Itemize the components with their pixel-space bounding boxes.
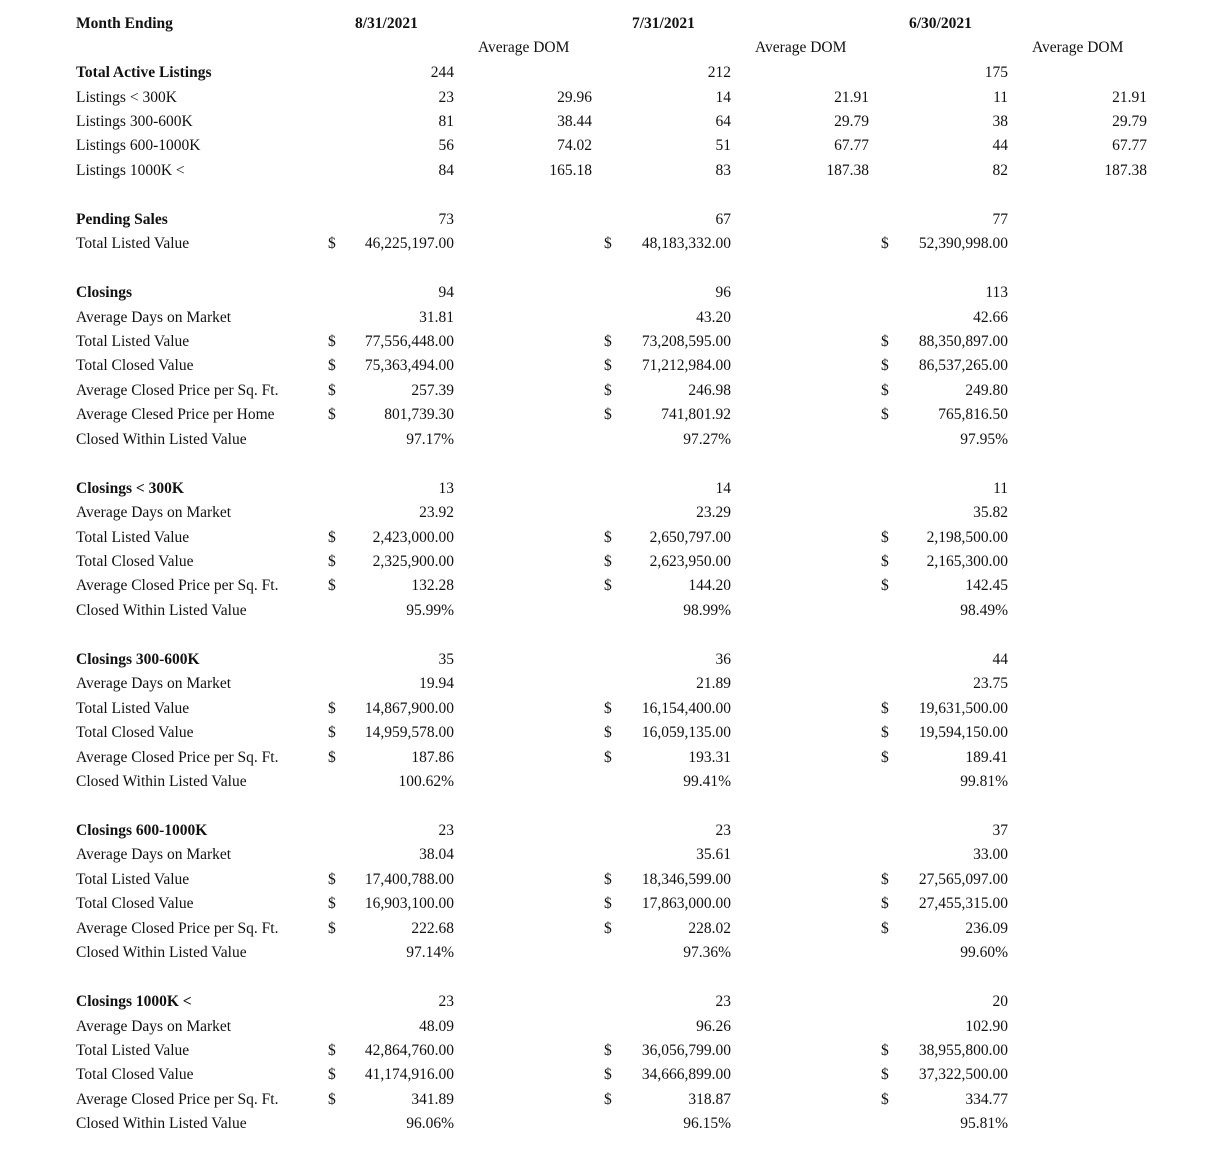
row-label: Total Closed Value xyxy=(76,1066,194,1084)
currency-symbol: $ xyxy=(604,381,612,399)
value-cell: 19,631,500.00 xyxy=(918,699,1008,717)
table-row xyxy=(0,527,1223,549)
row-label: Average Closed Price per Sq. Ft. xyxy=(76,381,279,399)
currency-symbol: $ xyxy=(881,528,889,546)
value-cell: 82 xyxy=(992,161,1008,179)
table-row xyxy=(0,1016,1223,1038)
row-label: Closed Within Listed Value xyxy=(76,773,247,790)
avg-dom-cell: 187.38 xyxy=(1104,161,1147,179)
currency-symbol: $ xyxy=(881,553,889,570)
table-row xyxy=(0,355,1223,377)
table-row xyxy=(0,1089,1223,1111)
value-cell: 38.04 xyxy=(419,846,454,864)
row-label: Total Listed Value xyxy=(76,870,190,888)
avg-dom-cell: 74.02 xyxy=(557,137,592,155)
value-cell: 96 xyxy=(715,284,731,301)
value-cell: 77 xyxy=(992,210,1008,228)
date-col-3: 6/30/2021 xyxy=(909,15,972,32)
currency-symbol: $ xyxy=(328,919,336,937)
row-label: Listings 600-1000K xyxy=(76,137,201,155)
table-row xyxy=(0,307,1223,329)
table-row xyxy=(0,380,1223,402)
section-title: Closings 300-600K xyxy=(76,650,200,668)
avg-dom-cell: 29.96 xyxy=(557,88,592,106)
value-cell: 16,903,100.00 xyxy=(364,895,454,913)
value-cell: 14 xyxy=(715,88,731,106)
table-row xyxy=(0,87,1223,109)
value-cell: 96.06% xyxy=(406,1115,454,1133)
row-label: Total Closed Value xyxy=(76,895,194,913)
value-cell: 36,056,799.00 xyxy=(641,1042,731,1059)
value-cell: 244 xyxy=(430,64,454,81)
currency-symbol: $ xyxy=(328,1066,336,1084)
value-cell: 334.77 xyxy=(965,1090,1008,1108)
currency-symbol: $ xyxy=(328,1090,336,1108)
value-cell: 48,183,332.00 xyxy=(641,235,731,253)
value-cell: 228.02 xyxy=(688,919,731,937)
currency-symbol: $ xyxy=(881,1042,889,1059)
table-row xyxy=(0,429,1223,451)
value-cell: 75,363,494.00 xyxy=(364,357,454,375)
currency-symbol: $ xyxy=(881,895,889,913)
value-cell: 23.92 xyxy=(419,504,454,522)
value-cell: 341.89 xyxy=(411,1090,454,1108)
value-cell: 51 xyxy=(715,137,731,155)
currency-symbol: $ xyxy=(328,406,336,424)
value-cell: 67 xyxy=(715,210,731,228)
currency-symbol: $ xyxy=(328,381,336,399)
table-row xyxy=(0,649,1223,671)
row-label: Total Listed Value xyxy=(76,528,190,546)
value-cell: 35 xyxy=(438,650,454,668)
row-label: Listings 1000K < xyxy=(76,161,185,179)
value-cell: 2,423,000.00 xyxy=(372,528,454,546)
table-row xyxy=(0,478,1223,500)
table-row xyxy=(0,111,1223,133)
value-cell: 88,350,897.00 xyxy=(918,332,1008,350)
avg-dom-cell: 67.77 xyxy=(834,137,869,155)
subheader-row xyxy=(0,37,1223,59)
currency-symbol: $ xyxy=(881,235,889,253)
section-title: Total Active Listings xyxy=(76,64,212,81)
value-cell: 100.62% xyxy=(398,773,454,790)
value-cell: 257.39 xyxy=(411,381,454,399)
value-cell: 2,325,900.00 xyxy=(372,553,454,570)
row-label: Average Days on Market xyxy=(76,308,232,326)
value-cell: 48.09 xyxy=(419,1017,454,1035)
value-cell: 23 xyxy=(715,821,731,839)
row-label: Total Closed Value xyxy=(76,357,194,375)
currency-symbol: $ xyxy=(881,406,889,424)
value-cell: 765,816.50 xyxy=(938,406,1008,424)
table-row xyxy=(0,600,1223,622)
table-row xyxy=(0,575,1223,597)
currency-symbol: $ xyxy=(881,381,889,399)
value-cell: 81 xyxy=(438,112,454,130)
value-cell: 2,165,300.00 xyxy=(926,553,1008,570)
row-label: Total Closed Value xyxy=(76,553,194,570)
table-row xyxy=(0,869,1223,891)
month-ending-label: Month Ending xyxy=(76,15,173,32)
currency-symbol: $ xyxy=(881,357,889,375)
currency-symbol: $ xyxy=(328,357,336,375)
value-cell: 31.81 xyxy=(419,308,454,326)
value-cell: 23 xyxy=(438,993,454,1011)
date-col-2: 7/31/2021 xyxy=(632,15,695,32)
value-cell: 113 xyxy=(985,284,1008,301)
currency-symbol: $ xyxy=(881,699,889,717)
avg-dom-cell: 29.79 xyxy=(834,112,869,130)
value-cell: 44 xyxy=(992,650,1008,668)
currency-symbol: $ xyxy=(604,724,612,742)
value-cell: 318.87 xyxy=(688,1090,731,1108)
row-label: Average Days on Market xyxy=(76,1017,232,1035)
table-row xyxy=(0,282,1223,304)
avg-dom-cell: 21.91 xyxy=(834,88,869,106)
value-cell: 52,390,998.00 xyxy=(918,235,1008,253)
table-row xyxy=(0,820,1223,842)
currency-symbol: $ xyxy=(881,919,889,937)
value-cell: 2,623,950.00 xyxy=(649,553,731,570)
currency-symbol: $ xyxy=(881,577,889,595)
value-cell: 99.81% xyxy=(960,773,1008,790)
value-cell: 95.99% xyxy=(406,601,454,619)
value-cell: 77,556,448.00 xyxy=(364,332,454,350)
value-cell: 34,666,899.00 xyxy=(641,1066,731,1084)
currency-symbol: $ xyxy=(328,235,336,253)
value-cell: 46,225,197.00 xyxy=(364,235,454,253)
value-cell: 37 xyxy=(992,821,1008,839)
row-label: Closed Within Listed Value xyxy=(76,944,247,962)
value-cell: 99.60% xyxy=(960,944,1008,962)
value-cell: 175 xyxy=(984,64,1008,81)
value-cell: 19.94 xyxy=(419,675,454,693)
table-row xyxy=(0,673,1223,695)
table-row xyxy=(0,771,1223,793)
value-cell: 36 xyxy=(715,650,731,668)
value-cell: 97.14% xyxy=(406,944,454,962)
avg-dom-cell: 29.79 xyxy=(1112,112,1147,130)
value-cell: 94 xyxy=(438,284,454,301)
table-row xyxy=(0,404,1223,426)
currency-symbol: $ xyxy=(881,1066,889,1084)
table-row xyxy=(0,135,1223,157)
avg-dom-header-3: Average DOM xyxy=(1032,39,1124,56)
row-label: Average Closed Price per Sq. Ft. xyxy=(76,919,279,937)
value-cell: 96.26 xyxy=(696,1017,731,1035)
currency-symbol: $ xyxy=(604,919,612,937)
currency-symbol: $ xyxy=(604,1090,612,1108)
currency-symbol: $ xyxy=(881,724,889,742)
currency-symbol: $ xyxy=(604,1066,612,1084)
currency-symbol: $ xyxy=(881,1090,889,1108)
value-cell: 23 xyxy=(438,88,454,106)
currency-symbol: $ xyxy=(604,406,612,424)
value-cell: 801,739.30 xyxy=(384,406,454,424)
avg-dom-cell: 67.77 xyxy=(1112,137,1147,155)
row-label: Listings < 300K xyxy=(76,88,177,106)
section-title: Closings 600-1000K xyxy=(76,821,208,839)
value-cell: 35.82 xyxy=(973,504,1008,522)
avg-dom-cell: 38.44 xyxy=(557,112,592,130)
currency-symbol: $ xyxy=(328,528,336,546)
table-row xyxy=(0,331,1223,353)
table-row xyxy=(0,747,1223,769)
value-cell: 23.29 xyxy=(696,504,731,522)
section-title: Closings xyxy=(76,284,132,301)
currency-symbol: $ xyxy=(328,895,336,913)
value-cell: 21.89 xyxy=(696,675,731,693)
section-title: Closings 1000K < xyxy=(76,993,192,1011)
value-cell: 42,864,760.00 xyxy=(364,1042,454,1059)
value-cell: 14,867,900.00 xyxy=(364,699,454,717)
value-cell: 144.20 xyxy=(688,577,731,595)
avg-dom-cell: 165.18 xyxy=(549,161,592,179)
value-cell: 236.09 xyxy=(965,919,1008,937)
currency-symbol: $ xyxy=(604,528,612,546)
table-row xyxy=(0,918,1223,940)
row-label: Total Listed Value xyxy=(76,332,190,350)
table-row xyxy=(0,942,1223,964)
value-cell: 97.17% xyxy=(406,430,454,448)
value-cell: 19,594,150.00 xyxy=(918,724,1008,742)
value-cell: 41,174,916.00 xyxy=(364,1066,454,1084)
row-label: Total Listed Value xyxy=(76,1042,190,1059)
currency-symbol: $ xyxy=(604,870,612,888)
value-cell: 64 xyxy=(715,112,731,130)
value-cell: 37,322,500.00 xyxy=(918,1066,1008,1084)
value-cell: 98.99% xyxy=(683,601,731,619)
table-row xyxy=(0,991,1223,1013)
value-cell: 11 xyxy=(993,88,1008,106)
currency-symbol: $ xyxy=(604,577,612,595)
table-row xyxy=(0,209,1223,231)
currency-symbol: $ xyxy=(604,235,612,253)
value-cell: 97.95% xyxy=(960,430,1008,448)
value-cell: 73 xyxy=(438,210,454,228)
value-cell: 13 xyxy=(438,479,454,497)
avg-dom-cell: 187.38 xyxy=(826,161,869,179)
value-cell: 14 xyxy=(715,479,731,497)
value-cell: 27,565,097.00 xyxy=(918,870,1008,888)
value-cell: 38 xyxy=(992,112,1008,130)
table-row xyxy=(0,698,1223,720)
value-cell: 18,346,599.00 xyxy=(641,870,731,888)
row-label: Average Closed Price per Sq. Ft. xyxy=(76,1090,279,1108)
currency-symbol: $ xyxy=(328,870,336,888)
currency-symbol: $ xyxy=(328,332,336,350)
currency-symbol: $ xyxy=(328,577,336,595)
value-cell: 249.80 xyxy=(965,381,1008,399)
value-cell: 97.27% xyxy=(683,430,731,448)
value-cell: 23.75 xyxy=(973,675,1008,693)
date-col-1: 8/31/2021 xyxy=(355,15,418,32)
row-label: Average Closed Price per Sq. Ft. xyxy=(76,577,279,595)
value-cell: 71,212,984.00 xyxy=(641,357,731,375)
currency-symbol: $ xyxy=(604,357,612,375)
value-cell: 23 xyxy=(715,993,731,1011)
table-row xyxy=(0,1113,1223,1135)
table-row xyxy=(0,62,1223,84)
header-row xyxy=(0,13,1223,35)
row-label: Average Days on Market xyxy=(76,504,232,522)
value-cell: 189.41 xyxy=(965,748,1008,766)
avg-dom-header-2: Average DOM xyxy=(755,39,847,56)
value-cell: 99.41% xyxy=(683,773,731,790)
value-cell: 38,955,800.00 xyxy=(918,1042,1008,1059)
value-cell: 83 xyxy=(715,161,731,179)
row-label: Total Listed Value xyxy=(76,235,190,253)
currency-symbol: $ xyxy=(604,553,612,570)
table-row xyxy=(0,160,1223,182)
row-label: Total Listed Value xyxy=(76,699,190,717)
section-title: Pending Sales xyxy=(76,210,168,228)
currency-symbol: $ xyxy=(881,332,889,350)
currency-symbol: $ xyxy=(604,699,612,717)
value-cell: 98.49% xyxy=(960,601,1008,619)
table-row xyxy=(0,722,1223,744)
value-cell: 193.31 xyxy=(688,748,731,766)
value-cell: 16,154,400.00 xyxy=(641,699,731,717)
row-label: Average Days on Market xyxy=(76,675,232,693)
value-cell: 33.00 xyxy=(973,846,1008,864)
row-label: Total Closed Value xyxy=(76,724,194,742)
value-cell: 97.36% xyxy=(683,944,731,962)
value-cell: 84 xyxy=(438,161,454,179)
value-cell: 44 xyxy=(992,137,1008,155)
table-row xyxy=(0,502,1223,524)
table-row xyxy=(0,1064,1223,1086)
row-label: Closed Within Listed Value xyxy=(76,601,247,619)
avg-dom-cell: 21.91 xyxy=(1112,88,1147,106)
value-cell: 222.68 xyxy=(411,919,454,937)
currency-symbol: $ xyxy=(328,724,336,742)
value-cell: 17,863,000.00 xyxy=(641,895,731,913)
value-cell: 17,400,788.00 xyxy=(364,870,454,888)
value-cell: 212 xyxy=(707,64,731,81)
value-cell: 20 xyxy=(992,993,1008,1011)
table-row xyxy=(0,1040,1223,1062)
section-title: Closings < 300K xyxy=(76,479,184,497)
value-cell: 142.45 xyxy=(965,577,1008,595)
table-row xyxy=(0,893,1223,915)
value-cell: 73,208,595.00 xyxy=(641,332,731,350)
value-cell: 86,537,265.00 xyxy=(918,357,1008,375)
currency-symbol: $ xyxy=(328,553,336,570)
value-cell: 42.66 xyxy=(973,308,1008,326)
value-cell: 102.90 xyxy=(965,1017,1008,1035)
value-cell: 246.98 xyxy=(688,381,731,399)
value-cell: 95.81% xyxy=(960,1115,1008,1133)
table-row xyxy=(0,551,1223,573)
value-cell: 741,801.92 xyxy=(661,406,731,424)
value-cell: 23 xyxy=(438,821,454,839)
row-label: Average Days on Market xyxy=(76,846,232,864)
value-cell: 11 xyxy=(993,479,1008,497)
value-cell: 2,198,500.00 xyxy=(926,528,1008,546)
value-cell: 96.15% xyxy=(683,1115,731,1133)
currency-symbol: $ xyxy=(604,332,612,350)
table-row xyxy=(0,233,1223,255)
row-label: Average Closed Price per Sq. Ft. xyxy=(76,748,279,766)
currency-symbol: $ xyxy=(881,748,889,766)
currency-symbol: $ xyxy=(328,699,336,717)
currency-symbol: $ xyxy=(328,748,336,766)
currency-symbol: $ xyxy=(604,895,612,913)
currency-symbol: $ xyxy=(328,1042,336,1059)
row-label: Closed Within Listed Value xyxy=(76,1115,247,1133)
value-cell: 27,455,315.00 xyxy=(918,895,1008,913)
value-cell: 43.20 xyxy=(696,308,731,326)
currency-symbol: $ xyxy=(604,1042,612,1059)
row-label: Listings 300-600K xyxy=(76,112,193,130)
value-cell: 2,650,797.00 xyxy=(649,528,731,546)
currency-symbol: $ xyxy=(604,748,612,766)
value-cell: 56 xyxy=(438,137,454,155)
value-cell: 35.61 xyxy=(696,846,731,864)
currency-symbol: $ xyxy=(881,870,889,888)
value-cell: 187.86 xyxy=(411,748,454,766)
value-cell: 14,959,578.00 xyxy=(364,724,454,742)
value-cell: 16,059,135.00 xyxy=(641,724,731,742)
table-row xyxy=(0,844,1223,866)
row-label: Average Clesed Price per Home xyxy=(76,406,275,424)
value-cell: 132.28 xyxy=(411,577,454,595)
row-label: Closed Within Listed Value xyxy=(76,430,247,448)
avg-dom-header-1: Average DOM xyxy=(478,39,570,56)
